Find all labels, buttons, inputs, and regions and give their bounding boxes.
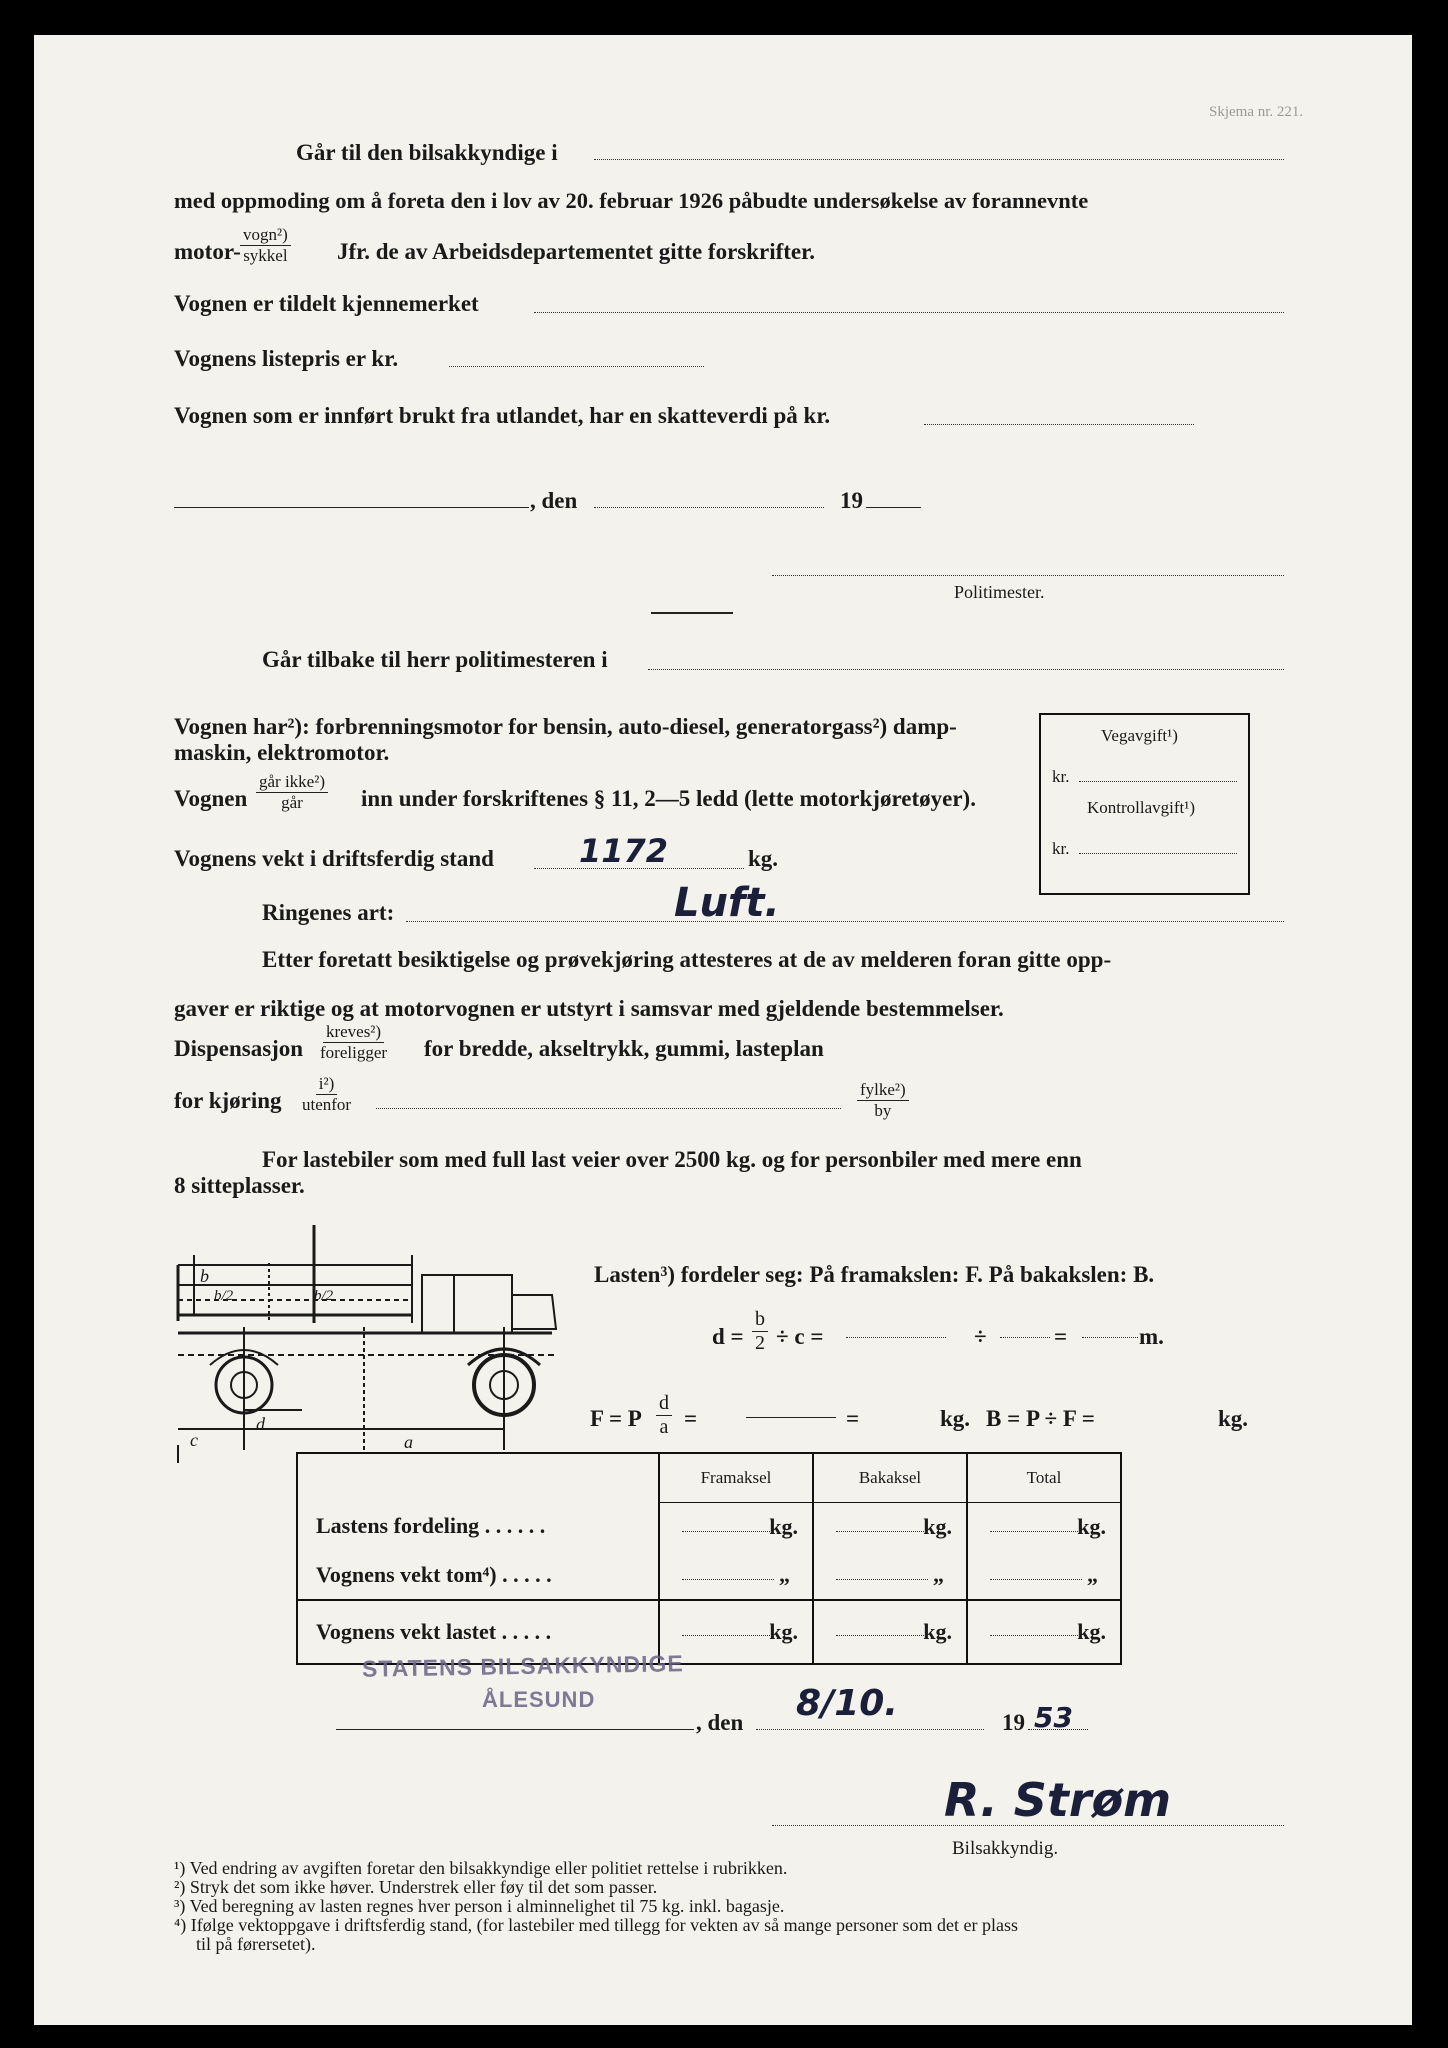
kjoring-fraction: i²) utenfor (302, 1074, 352, 1114)
label-politimester: Politimester. (954, 582, 1045, 602)
field-formula-d-1[interactable] (846, 1337, 946, 1338)
formula-d-right: ÷ c = (776, 1324, 824, 1349)
label-den-2: , den (696, 1710, 744, 1735)
diagram-label-c: c (190, 1430, 198, 1450)
disp-prefix: Dispensasjon (174, 1036, 304, 1061)
cell-total[interactable]: „ (967, 1551, 1121, 1600)
diagram-label-b: b (200, 1266, 209, 1286)
gaar-prefix: Vognen (174, 786, 248, 811)
table-row (297, 1502, 1121, 1551)
motor-suffix: Jfr. de av Arbeidsdepartementet gitte forskrifter. (337, 239, 815, 264)
formula-b-unit: kg. (1218, 1406, 1249, 1431)
line-gaar-til: Går til den bilsakkyndige i (296, 140, 558, 165)
label-year-2: 19 (1002, 1710, 1025, 1735)
label-kontrollavgift: Kontrollavgift¹) (1087, 798, 1196, 817)
line-etter-1: Etter foretatt besiktigelse og prøvekjøring attesteres at de av melderen foran gitte opp- (262, 947, 1112, 972)
footnote-4-cont: til på førersetet). (196, 1934, 316, 1954)
field-formula-d-result[interactable] (1082, 1337, 1138, 1338)
footnote-2: ²) Stryk det som ikke høver. Understrek eller føy til det som passer. (174, 1877, 658, 1897)
handwritten-vekt: 1172 (579, 832, 669, 870)
field-politimester-signature[interactable] (772, 575, 1284, 576)
field-skatteverdi[interactable] (924, 424, 1194, 425)
cell-bakaksel[interactable]: kg. (813, 1502, 967, 1551)
field-bilsakkyndig-signature[interactable] (772, 1825, 1284, 1826)
bleedthrough-title (854, 355, 865, 406)
handwritten-ringenes: Luft. (674, 880, 780, 926)
gaar-fraction: går ikke²) går (256, 773, 328, 812)
footnote-4: ⁴) Ifølge vektoppgave i driftsferdig stand, (for lastebiler med tillegg for vekten av så mange personer som det er plass (174, 1915, 1019, 1935)
footnote-1: ¹) Ved endring av avgiften foretar den bilsakkyndige eller politiet rettelse i rubrikken. (174, 1858, 788, 1878)
formula-d-minus: ÷ (974, 1324, 987, 1349)
formula-d-unit: m. (1139, 1324, 1164, 1349)
field-sign-year[interactable] (1028, 1729, 1088, 1730)
table-row (297, 1551, 1121, 1600)
label-bilsakkyndig: Bilsakkyndig. (952, 1838, 1059, 1859)
motor-fraction: vogn²) sykkel (240, 226, 291, 265)
field-sign-place[interactable] (336, 1729, 694, 1730)
table-dotline (836, 1579, 928, 1580)
field-vegavgift[interactable] (1079, 781, 1237, 782)
field-bilsakkyndige-place[interactable] (594, 159, 1284, 160)
footnote-3: ³) Ved beregning av lasten regnes hver person i alminnelighet til 75 kg. inkl. bagasje. (174, 1896, 785, 1916)
field-date-1[interactable] (594, 507, 824, 508)
formula-d-equals: = (1054, 1324, 1068, 1349)
office-stamp-line2: ÅLESUND (482, 1687, 596, 1712)
label-listepris: Vognens listepris er kr. (174, 346, 399, 371)
field-place[interactable] (174, 507, 529, 508)
table-dotline (682, 1531, 774, 1532)
row-leader: . . . . . (502, 1561, 552, 1587)
cell-framaksel[interactable]: „ (659, 1551, 813, 1600)
table-dotline (990, 1635, 1082, 1636)
side-stamp: Skjema nr. 221. (1209, 104, 1304, 120)
separator-rule (651, 612, 733, 614)
label-kjennemerke: Vognen er tildelt kjennemerket (174, 291, 479, 316)
formula-d-left: d = (712, 1324, 744, 1349)
gaar-suffix: inn under forskriftenes § 11, 2—5 ledd (lette motorkjøretøyer). (361, 786, 976, 811)
distribution-table (296, 1452, 1122, 1665)
field-sign-date[interactable] (756, 1729, 984, 1730)
label-skatteverdi: Vognen som er innført brukt fra utlandet, har en skatteverdi på kr. (174, 403, 831, 428)
cell-total[interactable]: kg. (967, 1502, 1121, 1551)
line-har-2: maskin, elektromotor. (174, 740, 390, 765)
formula-f-fraction: $\frac{d}{a}$ (656, 1393, 672, 1438)
label-vekt-unit: kg. (748, 846, 779, 871)
handwritten-signature: R. Strøm (944, 1773, 1172, 1827)
col-header-bakaksel: Bakaksel (813, 1453, 967, 1502)
field-kontrollavgift[interactable] (1079, 853, 1237, 854)
field-ringenes[interactable] (406, 921, 1284, 922)
cell-bakaksel[interactable]: „ (813, 1551, 967, 1600)
field-listepris[interactable] (449, 366, 704, 367)
label-ringenes: Ringenes art: (262, 900, 395, 925)
disp-suffix: for bredde, akseltrykk, gummi, lasteplan (424, 1036, 824, 1061)
handwritten-date: 8/10. (796, 1683, 898, 1724)
vegavgift-box (1039, 713, 1250, 895)
label-vegavgift-kr: kr. (1052, 767, 1070, 786)
field-kjennemerke[interactable] (534, 312, 1284, 313)
table-dotline (682, 1579, 774, 1580)
cell-framaksel[interactable]: kg. (659, 1502, 813, 1551)
field-formula-d-2[interactable] (1000, 1337, 1050, 1338)
cell-bakaksel[interactable]: kg. (813, 1600, 967, 1664)
label-vekt: Vognens vekt i driftsferdig stand (174, 846, 494, 871)
diagram-label-d: d (256, 1414, 265, 1434)
row-label: Vognens vekt lastet (316, 1618, 497, 1644)
field-formula-f-fraction[interactable] (746, 1417, 836, 1418)
row-label: Vognens vekt tom⁴) (316, 1561, 497, 1587)
table-dotline (682, 1635, 774, 1636)
formula-d-fraction: $\frac{b}{2}$ (752, 1309, 768, 1354)
diagram-label-a: a (404, 1432, 413, 1452)
line-har-1: Vognen har²): forbrenningsmotor for bensin, auto-diesel, generatorgass²) damp- (174, 714, 957, 739)
cell-total[interactable]: kg. (967, 1600, 1121, 1664)
label-kontrollavgift-kr: kr. (1052, 839, 1070, 858)
table-dotline (836, 1531, 928, 1532)
diagram-label-b2-right: b/2 (314, 1288, 334, 1304)
formula-b: B = P ÷ F = (986, 1406, 1095, 1431)
label-year-1: 19 (840, 488, 863, 513)
line-laste-1: For lastebiler som med full last veier over 2500 kg. og for personbiler med mere enn (262, 1147, 1082, 1172)
line-etter-2: gaver er riktige og at motorvognen er utstyrt i samsvar med gjeldende bestemmelser. (174, 996, 1004, 1021)
col-header-framaksel: Framaksel (659, 1453, 813, 1502)
line-tilbake: Går tilbake til herr politimesteren i (262, 647, 608, 672)
label-den-1: , den (530, 488, 578, 513)
line-lasten: Lasten³) fordeler seg: På framakslen: F. På bakakslen: B. (594, 1262, 1155, 1287)
office-stamp-line1: STATENS BILSAKKYNDIGE (361, 1650, 684, 1682)
field-politimester-place[interactable] (648, 669, 1284, 670)
handwritten-year: 53 (1034, 1701, 1073, 1734)
formula-f-eq: = (684, 1406, 698, 1431)
line-laste-2: 8 sitteplasser. (174, 1173, 305, 1198)
motor-prefix: motor- (174, 239, 241, 264)
form-sheet (34, 35, 1412, 2025)
kjoring-prefix: for kjøring (174, 1088, 282, 1113)
col-header-total: Total (967, 1453, 1121, 1502)
row-leader: . . . . . (501, 1618, 552, 1644)
label-vegavgift: Vegavgift¹) (1101, 726, 1178, 745)
disp-fraction: kreves²) foreligger (320, 1022, 388, 1062)
formula-f-unit: kg. (940, 1406, 971, 1431)
row-leader: . . . . . . (484, 1513, 546, 1539)
cell-framaksel[interactable]: kg. (659, 1600, 813, 1664)
table-dotline (990, 1531, 1082, 1532)
fylke-fraction: fylke²) by (857, 1081, 909, 1120)
table-dotline (836, 1635, 928, 1636)
row-label: Lastens fordeling (316, 1513, 480, 1539)
line-oppmoding: med oppmoding om å foreta den i lov av 20. februar 1926 påbudte undersøkelse av forannevnte (174, 188, 1089, 213)
formula-f-left: F = P (590, 1406, 642, 1431)
table-dotline (990, 1579, 1082, 1580)
formula-f-eq2: = (846, 1406, 860, 1431)
field-kjoring[interactable] (376, 1108, 841, 1109)
diagram-label-b2-left: b/2 (214, 1288, 234, 1304)
truck-diagram (174, 1205, 594, 1465)
field-year-1[interactable] (866, 507, 921, 508)
